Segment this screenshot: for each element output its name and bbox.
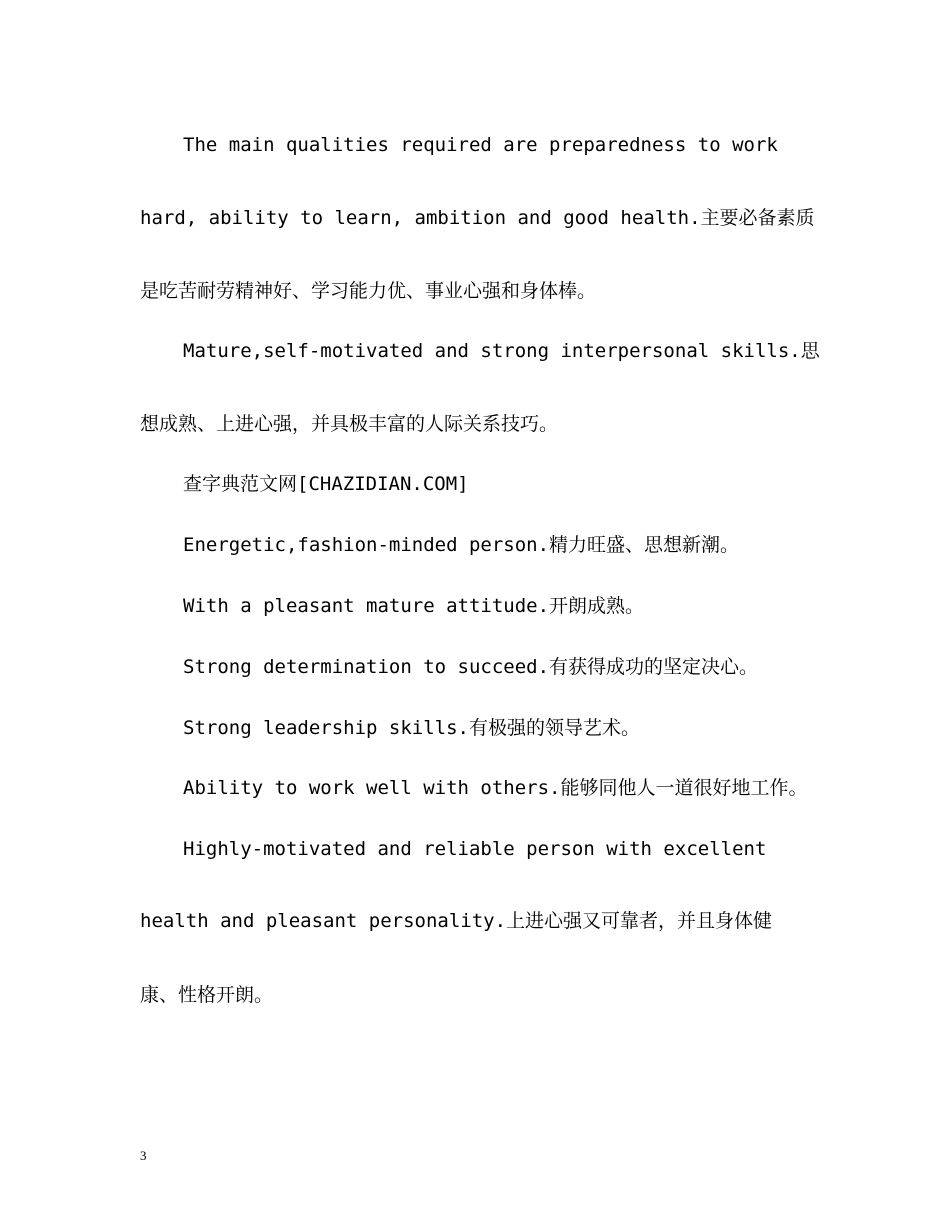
text-line: health and pleasant personality.上进心强又可靠者，并且身体健: [140, 910, 773, 932]
text-line: With a pleasant mature attitude.开朗成熟。: [183, 595, 645, 617]
text-line: 想成熟、上进心强，并具极丰富的人际关系技巧。: [140, 413, 559, 435]
text-line: hard, ability to learn, ambition and good health.主要必备素质: [140, 207, 815, 229]
text-line: Strong leadership skills.有极强的领导艺术。: [183, 717, 640, 739]
text-line: Strong determination to succeed.有获得成功的坚定决心。: [183, 656, 759, 678]
text-line: 是吃苦耐劳精神好、学习能力优、事业心强和身体棒。: [140, 280, 597, 302]
text-line: Highly-motivated and reliable person with excellent: [183, 838, 767, 860]
text-line: 康、性格开朗。: [140, 984, 274, 1006]
text-line: 查字典范文网[CHAZIDIAN.COM]: [183, 473, 469, 495]
text-line: Mature,self-motivated and strong interpersonal skills.思: [183, 340, 820, 362]
text-line: The main qualities required are preparedness to work: [183, 134, 778, 156]
text-line: Energetic,fashion-minded person.精力旺盛、思想新潮。: [183, 534, 740, 556]
page-number: 3: [140, 1148, 147, 1163]
text-line: Ability to work well with others.能够同他人一道很好地工作。: [183, 777, 808, 799]
